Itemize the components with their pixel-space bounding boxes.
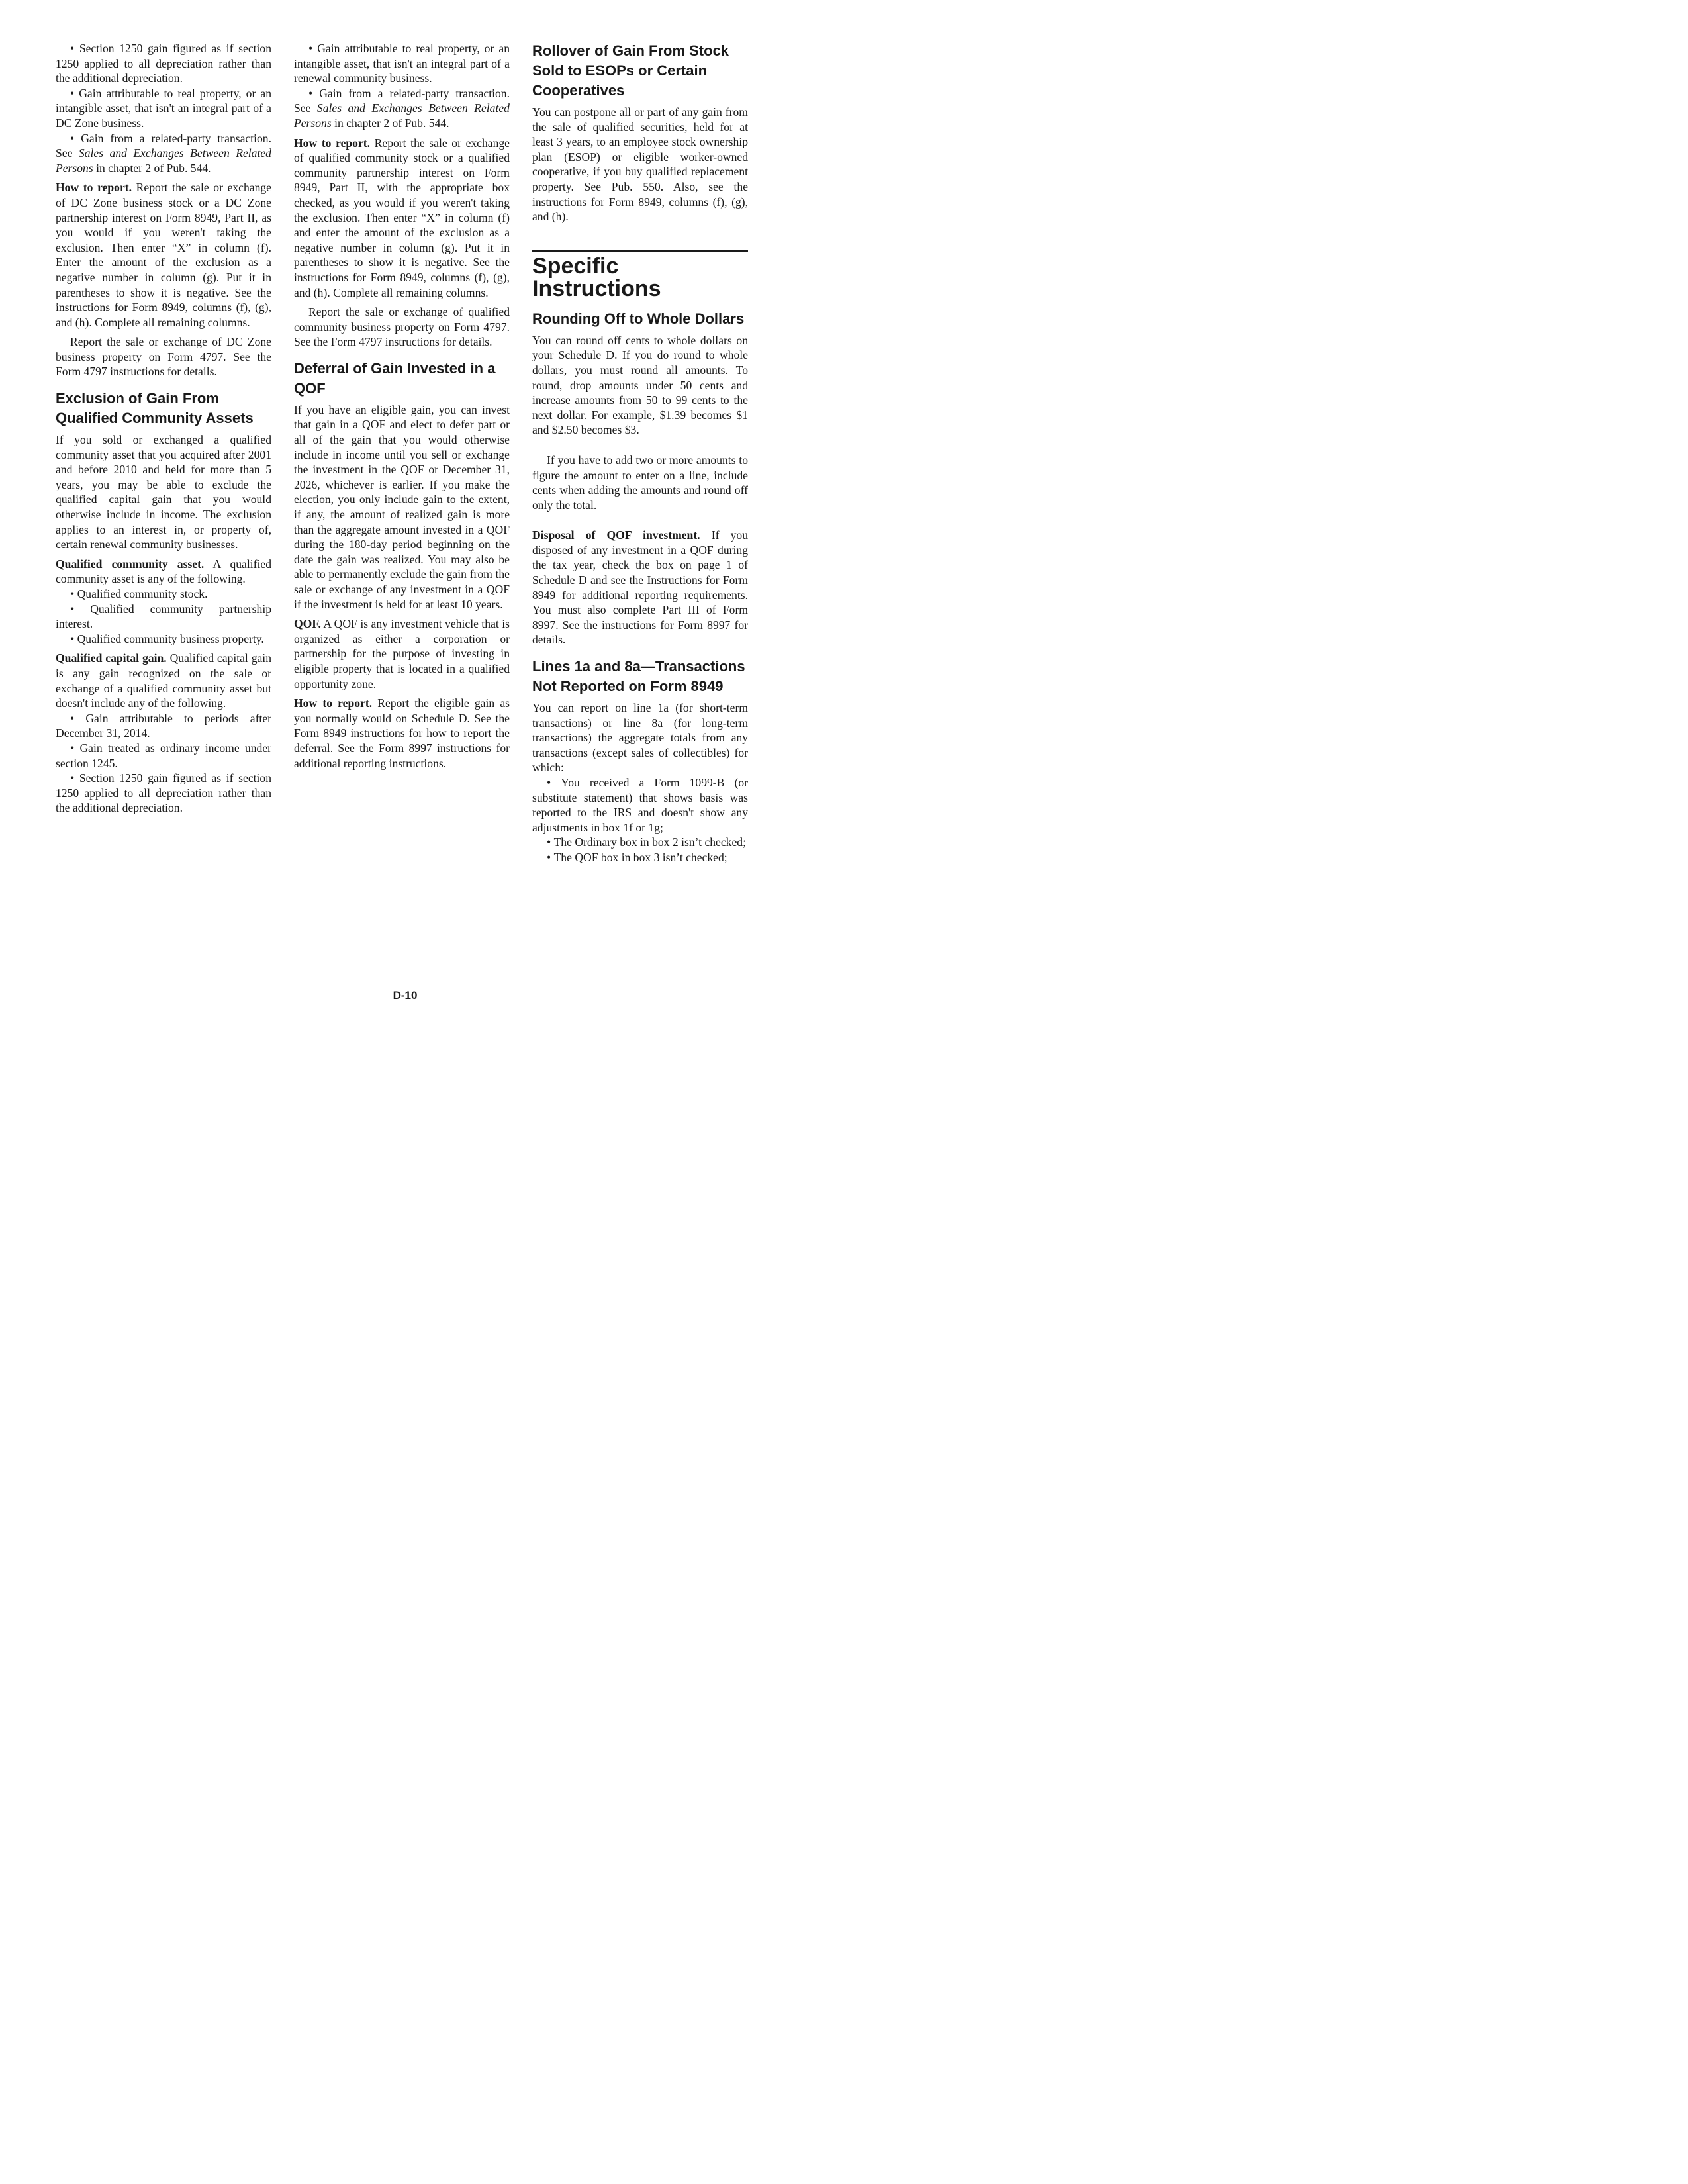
paragraph: Report the sale or exchange of qualified community business property on Form 4797. See the Form 4797 instructions for details.: [294, 305, 510, 349]
list-item: • Gain attributable to periods after December 31, 2014.: [56, 711, 271, 741]
list-item: • Section 1250 gain figured as if section 1250 applied to all depreciation rather than the additional depreciation.: [56, 41, 271, 86]
how-to-report-paragraph: How to report. Report the sale or exchange of DC Zone business stock or a DC Zone partnership interest on Form 8949, Part II, as you would if you weren't taking the exclusion. Then enter “X” in column (f). Enter the amount of the exclusion as a negative number in column (g). Put it in parentheses to show it is negative. See the instructions for Form 8949, columns (f), (g), and (h). Complete all remaining columns.: [56, 181, 271, 329]
qualified-capital-gain-paragraph: Qualified capital gain. Qualified capital gain is any gain recognized on the sale or exchange of a qualified community asset but doesn't include any of the following.: [56, 651, 271, 710]
bullet-icon: [70, 712, 85, 725]
section-heading: Exclusion of Gain From Qualified Community Assets: [56, 390, 254, 427]
list-item: • Gain from a related-party transaction. See Sales and Exchanges Between Related Persons in chapter 2 of Pub. 544.: [294, 86, 510, 131]
bullet-icon: [70, 741, 79, 755]
run-in-heading: Qualified capital gain.: [56, 651, 167, 665]
column-3: [532, 41, 748, 865]
column-2: [294, 41, 510, 775]
section-heading: Rounding Off to Whole Dollars: [532, 310, 745, 327]
paragraph: If you sold or exchanged a qualified community asset that you acquired after 2001 and before 2010 and held for more than 5 years, you may be able to exclude the qualified capital gain that you would otherwise include in income. The exclusion applies to an interest in, or property of, certain renewal community businesses.: [56, 433, 271, 551]
list-item: • The Ordinary box in box 2 isn’t checked;: [532, 835, 748, 850]
list-item: • Gain attributable to real property, or an intangible asset, that isn't an integral part of a DC Zone business.: [56, 86, 271, 131]
paragraph: If you have to add two or more amounts to figure the amount to enter on a line, include cents when adding the amounts and round off only the total.: [532, 453, 748, 512]
run-in-heading: How to report.: [294, 696, 373, 710]
bullet-icon: [70, 132, 81, 145]
bullet-icon: [308, 42, 317, 55]
qof-paragraph: QOF. A QOF is any investment vehicle that is organized as either a corporation or partnership for the purpose of investing in eligible property that is located in a qualified opportunity zone.: [294, 617, 510, 690]
section-heading: Deferral of Gain Invested in a QOF: [294, 359, 496, 397]
list-item: • Qualified community business property.: [56, 632, 271, 647]
bullet-icon: [70, 602, 90, 616]
bullet-icon: [70, 587, 77, 600]
list-item: • Qualified community partnership interest.: [56, 602, 271, 632]
bullet-icon: [70, 771, 79, 784]
qualified-community-asset-paragraph: Qualified community asset. A qualified community asset is any of the following.: [56, 557, 271, 586]
bullet-icon: [308, 87, 319, 100]
paragraph: You can round off cents to whole dollars on your Schedule D. If you do round to whole dollars, you must round all amounts. To round, drop amounts under 50 cents and increase amounts from 50 to 99 cents to the next dollar. For example, $1.39 becomes $1 and $2.50 becomes $3.: [532, 333, 748, 437]
how-to-report-paragraph: How to report. Report the eligible gain as you normally would on Schedule D. See the Form 8949 instructions for how to report the deferral. See the Form 8997 instructions for additional reporting instructions.: [294, 696, 510, 770]
how-to-report-paragraph: How to report. Report the sale or exchange of qualified community stock or a qualified community partnership interest on Form 8949, Part II, with the appropriate box checked, as you would if you weren't taking the exclusion. Then enter “X” in column (f) and enter the amount of the exclusion as a negative number in column (g). Put it in parentheses to show it is negative. See the instructions for Form 8949, columns (f), (g), and (h). Complete all remaining columns.: [294, 136, 510, 299]
page-number: D-10: [393, 989, 418, 1002]
paragraph: If you have an eligible gain, you can invest that gain in a QOF and elect to defer part or all of the gain that you would otherwise include in income until you sell or exchange the investment in the QOF or December 31, 2026, whichever is earlier. If you make the election, you only include gain to the extent, if any, the amount of realized gain is more than the aggregate amount invested in a QOF during the 180-day period beginning on the date the gain was realized. You may also be able to permanently exclude the gain from the sale or exchange of any investment in a QOF if the investment is held for at least 10 years.: [294, 403, 510, 611]
section-heading: Rollover of Gain From Stock Sold to ESOPs or Certain Cooperatives: [532, 42, 729, 99]
disposal-paragraph: Disposal of QOF investment. If you disposed of any investment in a QOF during the tax year, check the box on page 1 of Schedule D and see the Instructions for Form 8949 for additional reporting requirements. You must also complete Part III of Form 8997. See the instructions for Form 8997 for details.: [532, 528, 748, 647]
bullet-icon: [547, 835, 554, 849]
list-item: • Gain attributable to real property, or an intangible asset, that isn't an integral part of a renewal community business.: [294, 41, 510, 86]
list-item: • You received a Form 1099-B (or substitute statement) that shows basis was reported to the IRS and doesn't show any adjustments in box 1f or 1g;: [532, 775, 748, 835]
run-in-heading: How to report.: [56, 181, 132, 195]
major-heading: Specific Instructions: [532, 250, 748, 300]
paragraph: Report the sale or exchange of DC Zone business property on Form 4797. See the Form 4797 instructions for details.: [56, 335, 271, 379]
list-item: • Section 1250 gain figured as if section 1250 applied to all depreciation rather than the additional depreciation.: [56, 771, 271, 816]
list-item: • Gain treated as ordinary income under section 1245.: [56, 741, 271, 771]
bullet-icon: [70, 87, 79, 100]
run-in-heading: Disposal of QOF investment.: [532, 528, 700, 542]
bullet-icon: [70, 42, 79, 55]
bullet-icon: [547, 851, 554, 864]
paragraph: You can report on line 1a (for short-term transactions) or line 8a (for long-term transactions) the aggregate totals from any transactions (except sales of collectibles) for which:: [532, 701, 748, 775]
section-heading: Lines 1a and 8a—Transactions Not Reported on Form 8949: [532, 658, 745, 695]
list-item: • Qualified community stock.: [56, 587, 271, 602]
run-in-heading: How to report.: [294, 136, 371, 150]
reference-title: Sales and Exchanges Between Related Persons: [294, 101, 510, 130]
list-item: • Gain from a related-party transaction. See Sales and Exchanges Between Related Persons in chapter 2 of Pub. 544.: [56, 131, 271, 176]
paragraph: You can postpone all or part of any gain from the sale of qualified securities, held for at least 3 years, to an employee stock ownership plan (ESOP) or eligible worker-owned cooperative, if you buy qualified replacement property. See Pub. 550. Also, see the instructions for Form 8949, columns (f), (g), and (h).: [532, 105, 748, 224]
run-in-heading: QOF.: [294, 617, 321, 631]
reference-title: Sales and Exchanges Between Related Persons: [56, 146, 271, 175]
bullet-icon: [70, 632, 77, 645]
list-item: • The QOF box in box 3 isn’t checked;: [532, 850, 748, 865]
run-in-heading: Qualified community asset.: [56, 557, 205, 571]
column-1: [56, 41, 271, 816]
bullet-icon: [547, 776, 561, 789]
